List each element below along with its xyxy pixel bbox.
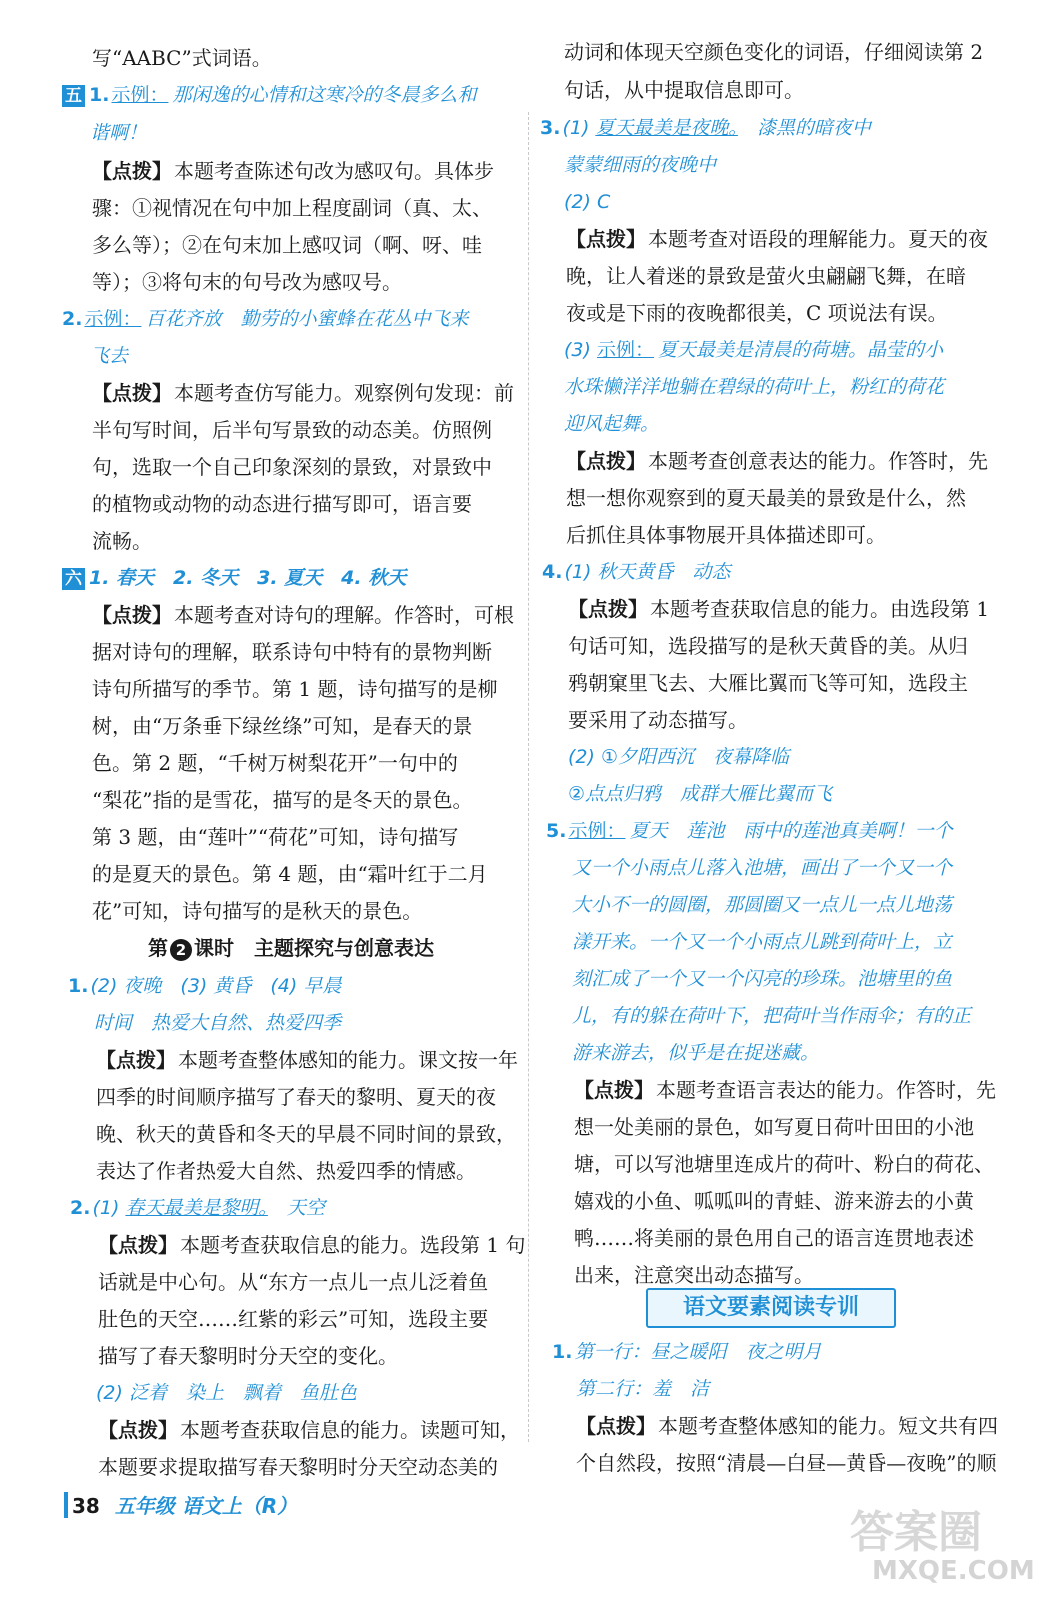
text-line: 句话，从中提取信息即可。	[564, 78, 804, 102]
tip-line: 流畅。	[92, 529, 152, 553]
tip-tag: 【点拨】	[98, 1233, 178, 1257]
answer-text: 第一行：昼之暖阳 夜之明月	[574, 1341, 822, 1363]
tip-line	[98, 1412, 520, 1449]
tip-line: 个自然段，按照“清晨—白昼—黄昏—夜晚”的顺	[576, 1451, 997, 1475]
tip-text: 本题考查对语段的理解能力。夏天的夜	[648, 227, 988, 251]
lesson-title: 课时 主题探究与创意表达	[194, 936, 434, 960]
answer-line	[540, 110, 871, 147]
section-five-icon: 五	[62, 85, 85, 107]
tip-tag: 【点拨】	[92, 381, 172, 405]
answer-text: 天空	[267, 1197, 325, 1219]
answer-line: 蒙蒙细雨的夜晚中	[564, 154, 717, 176]
answer-line	[68, 968, 341, 1005]
answer-text: 百花齐放 勤劳的小蜜蜂在花丛中飞来	[145, 308, 469, 330]
answer-line: 漾开来。一个又一个小雨点儿跳到荷叶上，立	[572, 931, 953, 953]
example-label: 示例：	[568, 820, 626, 842]
book-label: 五年级 语文上（R）	[114, 1494, 298, 1518]
tip-line: 四季的时间顺序描写了春天的黎明、夏天的夜	[96, 1085, 496, 1109]
tip-line: 本题要求提取描写春天黎明时分天空动态美的	[98, 1455, 498, 1479]
answer-text: 夏天 莲池 雨中的莲池真美啊！一个	[629, 820, 953, 842]
answer-text: (1)	[562, 117, 596, 139]
tip-line	[92, 375, 514, 412]
question-number: 2.	[70, 1197, 91, 1219]
watermark-url: MXQE.COM	[872, 1556, 1035, 1586]
answer-line	[62, 560, 406, 597]
tip-line: 晚、秋天的黄昏和冬天的早晨不同时间的景致，	[96, 1122, 516, 1146]
tip-tag: 【点拨】	[92, 159, 172, 183]
tip-line	[96, 1042, 518, 1079]
column-divider	[528, 112, 529, 1442]
tip-tag: 【点拨】	[566, 449, 646, 473]
tip-text: 本题考查获取信息的能力。读题可知，	[180, 1418, 520, 1442]
answer-line: 迎风起舞。	[564, 413, 660, 435]
question-number: 4.	[542, 561, 563, 583]
question-number: 5.	[546, 820, 567, 842]
tip-tag: 【点拨】	[568, 597, 648, 621]
tip-line: 诗句所描写的季节。第 1 题，诗句描写的是柳	[92, 677, 498, 701]
tip-line	[566, 443, 988, 480]
tip-text: 本题考查整体感知的能力。短文共有四	[658, 1414, 998, 1438]
tip-tag: 【点拨】	[98, 1418, 178, 1442]
lesson-number-badge: 2	[170, 939, 192, 961]
answer-line: 飞去	[90, 345, 129, 367]
answer-line	[62, 77, 476, 114]
tip-line: 据对诗句的理解，联系诗句中特有的景物判断	[92, 640, 492, 664]
answer-line	[564, 332, 943, 369]
tip-line: 想一处美丽的景色，如写夏日荷叶田田的小池	[574, 1115, 974, 1139]
tip-line	[98, 1227, 525, 1264]
answer-line: 游来游去，似乎是在捉迷藏。	[572, 1042, 820, 1064]
question-number: 2.	[62, 308, 83, 330]
answer-line: 时间 热爱大自然、热爱四季	[94, 1012, 342, 1034]
watermark-logo: 答案圈	[850, 1507, 982, 1558]
example-label: 示例：	[84, 308, 142, 330]
answer-line: 儿，有的躲在荷叶下，把荷叶当作雨伞；有的正	[572, 1005, 972, 1027]
tip-line: 的植物或动物的动态进行描写即可，语言要	[92, 492, 472, 516]
tip-text: 本题考查获取信息的能力。选段第 1 句	[180, 1233, 526, 1257]
lesson-prefix: 第	[148, 936, 168, 960]
text-line: 写“AABC”式词语。	[92, 46, 272, 70]
answer-text: (1) 秋天黄昏 动态	[564, 561, 731, 583]
tip-line: 想一想你观察到的夏天最美的景致是什么，然	[566, 486, 966, 510]
example-label: 示例：	[596, 339, 654, 361]
tip-line: 肚色的天空……红紫的彩云”可知，选段主要	[98, 1307, 489, 1331]
answer-line: (2) C	[564, 191, 611, 213]
tip-line: 等）；③将句末的句号改为感叹号。	[92, 270, 402, 294]
answer-line: 刻汇成了一个又一个闪亮的珍珠。池塘里的鱼	[572, 968, 953, 990]
tip-text: 本题考查陈述句改为感叹句。具体步	[174, 159, 494, 183]
tip-text: 本题考查获取信息的能力。由选段第 1	[650, 597, 990, 621]
tip-text: 本题考查对诗句的理解。作答时，可根	[174, 603, 514, 627]
section-six-icon: 六	[62, 568, 85, 590]
tip-line: 嬉戏的小鱼、呱呱叫的青蛙、游来游去的小黄	[574, 1189, 974, 1213]
tip-line	[92, 597, 514, 634]
answer-line	[542, 554, 730, 591]
section-banner: 语文要素阅读专训	[646, 1288, 896, 1328]
tip-line: 后抓住具体事物展开具体描述即可。	[566, 523, 886, 547]
answer-line: (2) 泛着 染上 飘着 鱼肚色	[96, 1382, 357, 1404]
tip-tag: 【点拨】	[574, 1078, 654, 1102]
question-number: 3.	[540, 117, 561, 139]
tip-line: 半句写时间，后半句写景致的动态美。仿照例	[92, 418, 492, 442]
tip-tag: 【点拨】	[92, 603, 172, 627]
tip-line: 第 3 题，由“莲叶”“荷花”可知，诗句描写	[92, 825, 459, 849]
answer-line: 大小不一的圆圈，那圆圈又一点儿一点儿地荡	[572, 894, 953, 916]
tip-line: 话就是中心句。从“东方一点儿一点儿泛着鱼	[98, 1270, 489, 1294]
answer-underlined: 春天最美是黎明。	[125, 1197, 268, 1219]
lesson-heading	[148, 930, 434, 967]
tip-line: 出来，注意突出动态描写。	[574, 1263, 814, 1287]
tip-line: 骤：①视情况在句中加上程度副词（真、太、	[92, 196, 492, 220]
tip-line: 色。第 2 题，“千树万树梨花开”一句中的	[92, 751, 458, 775]
question-number: 1.	[89, 84, 110, 106]
answer-line	[62, 301, 468, 338]
tip-tag: 【点拨】	[96, 1048, 176, 1072]
tip-text: 本题考查仿写能力。观察例句发现：前	[174, 381, 514, 405]
tip-line: 夜或是下雨的夜晚都很美，C 项说法有误。	[566, 301, 948, 325]
answer-text: 那闲逸的心情和这寒冷的冬晨多么和	[172, 84, 477, 106]
answer-text: 1. 春天 2. 冬天 3. 夏天 4. 秋天	[89, 567, 407, 589]
tip-line: 塘，可以写池塘里连成片的荷叶、粉白的荷花、	[574, 1152, 994, 1176]
answer-line: 水珠懒洋洋地躺在碧绿的荷叶上，粉红的荷花	[564, 376, 945, 398]
answer-line: 谐啊！	[90, 122, 148, 144]
tip-line: 花”可知，诗句描写的是秋天的景色。	[92, 899, 423, 923]
tip-line	[576, 1408, 998, 1445]
tip-tag: 【点拨】	[576, 1414, 656, 1438]
text-line: 动词和体现天空颜色变化的词语，仔细阅读第 2	[564, 40, 984, 64]
example-label: 示例：	[111, 84, 169, 106]
question-number: 1.	[68, 975, 89, 997]
answer-line: (2) ①夕阳西沉 夜幕降临	[568, 746, 789, 768]
tip-line: 要采用了动态描写。	[568, 708, 748, 732]
answer-text: (2) 夜晚 (3) 黄昏 (4) 早晨	[90, 975, 342, 997]
answer-text: 漆黑的暗夜中	[737, 117, 871, 139]
tip-line	[566, 221, 988, 258]
page-footer	[72, 1490, 297, 1519]
page-number: 38	[72, 1494, 100, 1518]
answer-line: 第二行：羞 洁	[576, 1378, 710, 1400]
answer-underlined: 夏天最美是夜晚。	[595, 117, 738, 139]
answer-line	[552, 1334, 821, 1371]
tip-line	[574, 1072, 996, 1109]
tip-line: 的是夏天的景色。第 4 题，由“霜叶红于二月	[92, 862, 488, 886]
tip-line: 晚，让人着迷的景致是萤火虫翩翩飞舞，在暗	[566, 264, 966, 288]
tip-line: 树，由“万条垂下绿丝绦”可知，是春天的景	[92, 714, 473, 738]
tip-line: “梨花”指的是雪花，描写的是冬天的景色。	[92, 788, 473, 812]
tip-line	[568, 591, 989, 628]
answer-text: (1)	[92, 1197, 126, 1219]
answer-line: ②点点归鸦 成群大雁比翼而飞	[568, 783, 833, 805]
tip-line	[92, 153, 494, 190]
answer-line	[70, 1190, 325, 1227]
tip-line: 表达了作者热爱大自然、热爱四季的情感。	[96, 1159, 476, 1183]
tip-text: 本题考查语言表达的能力。作答时，先	[656, 1078, 996, 1102]
tip-line: 鸦朝窠里飞去、大雁比翼而飞等可知，选段主	[568, 671, 968, 695]
answer-line	[546, 813, 952, 850]
question-number: 1.	[552, 1341, 573, 1363]
tip-line: 描写了春天黎明时分天空的变化。	[98, 1344, 398, 1368]
footer-accent-bar	[64, 1492, 68, 1518]
answer-text: 夏天最美是清晨的荷塘。晶莹的小	[657, 339, 943, 361]
tip-text: 本题考查创意表达的能力。作答时，先	[648, 449, 988, 473]
tip-text: 本题考查整体感知的能力。课文按一年	[178, 1048, 518, 1072]
tip-line: 句话可知，选段描写的是秋天黄昏的美。从归	[568, 634, 968, 658]
tip-tag: 【点拨】	[566, 227, 646, 251]
tip-line: 多么等）；②在句末加上感叹词（啊、呀、哇	[92, 233, 482, 257]
answer-text: (3)	[564, 339, 597, 361]
tip-line: 句，选取一个自己印象深刻的景致，对景致中	[92, 455, 492, 479]
answer-line: 又一个小雨点儿落入池塘，画出了一个又一个	[572, 857, 953, 879]
tip-line: 鸭……将美丽的景色用自己的语言连贯地表述	[574, 1226, 974, 1250]
